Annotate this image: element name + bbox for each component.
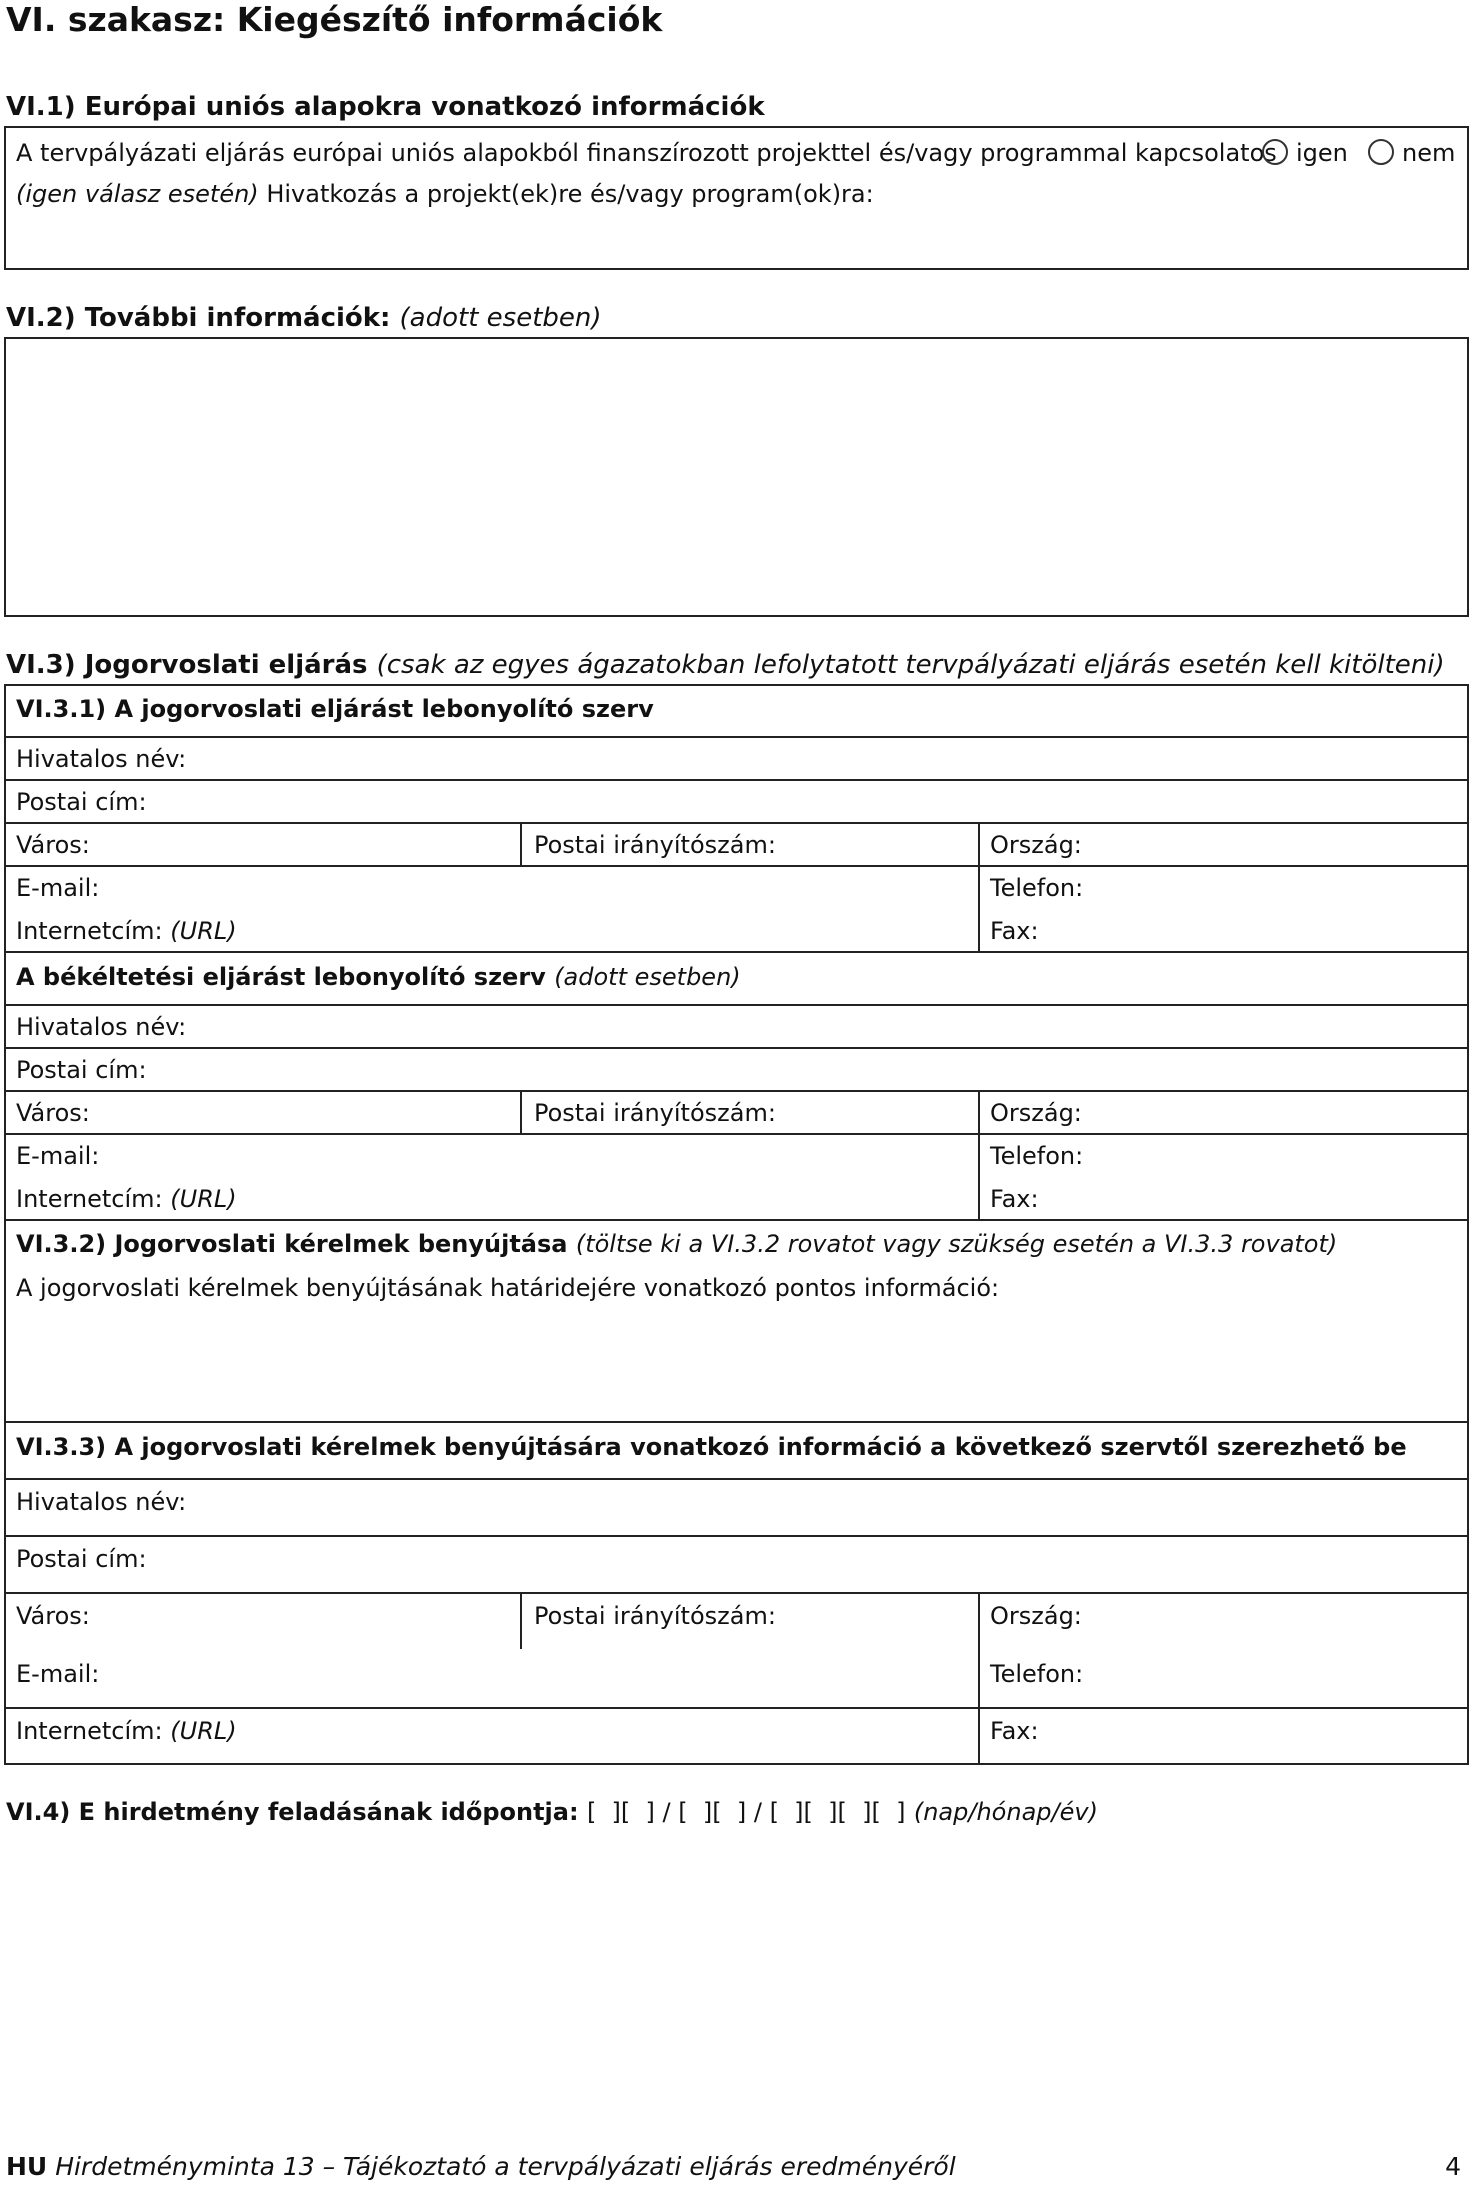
section-title: VI. szakasz: Kiegészítő információk: [6, 0, 663, 39]
row-divider: [4, 1707, 1469, 1709]
conciliation-heading-note: (adott esetben): [554, 963, 741, 991]
conc-town: Város:: [16, 1099, 90, 1127]
vi3-1-heading: VI.3.1) A jogorvoslati eljárást lebonyolító szerv: [16, 695, 654, 723]
info-official-name: Hivatalos név:: [16, 1488, 187, 1516]
review-postal-address: Postai cím:: [16, 788, 147, 816]
vi1-reference: [16, 180, 874, 208]
row-divider: [4, 1421, 1469, 1423]
info-town: Város:: [16, 1602, 90, 1630]
footer: [6, 2152, 956, 2181]
row-divider: [4, 865, 1469, 867]
col-divider: [978, 1592, 980, 1765]
review-official-name: Hivatalos név:: [16, 745, 187, 773]
footer-lang: HU: [6, 2152, 48, 2181]
review-telephone: Telefon:: [990, 874, 1084, 902]
col-divider: [978, 1090, 980, 1219]
radio-no-label: nem: [1402, 139, 1456, 167]
review-email: E-mail:: [16, 874, 100, 902]
radio-circle-icon[interactable]: [1368, 139, 1394, 165]
info-internet: [16, 1717, 237, 1745]
review-internet: [16, 917, 237, 945]
vi1-heading: VI.1) Európai uniós alapokra vonatkozó információk: [6, 92, 765, 122]
row-divider: [4, 1478, 1469, 1480]
vi3-2-heading: VI.3.2) Jogorvoslati kérelmek benyújtása: [16, 1230, 568, 1258]
vi3-heading: VI.3) Jogorvoslati eljárás: [6, 650, 368, 680]
info-url-label: (URL): [170, 1717, 237, 1745]
row-divider: [4, 1592, 1469, 1594]
info-internet-label: Internetcím:: [16, 1717, 163, 1745]
col-divider: [520, 822, 522, 865]
radio-yes-label: igen: [1296, 139, 1348, 167]
info-postal-code: Postai irányítószám:: [534, 1602, 776, 1630]
row-divider: [4, 1219, 1469, 1221]
conc-official-name: Hivatalos név:: [16, 1013, 187, 1041]
row-divider: [4, 736, 1469, 738]
vi2-heading-note: (adott esetben): [399, 303, 602, 333]
row-divider: [4, 1090, 1469, 1092]
conc-url-label: (URL): [170, 1185, 237, 1213]
vi3-heading-note: (csak az egyes ágazatokban lefolytatott tervpályázati eljárás esetén kell kitölteni): [376, 650, 1445, 680]
conc-country: Ország:: [990, 1099, 1082, 1127]
row-divider: [4, 1133, 1469, 1135]
vi3-heading-line: [6, 650, 1445, 680]
review-internet-label: Internetcím:: [16, 917, 163, 945]
review-country: Ország:: [990, 831, 1082, 859]
vi3-2-heading-line: [16, 1230, 1337, 1258]
vi3-2-heading-note: (töltse ki a VI.3.2 rovatot vagy szükség esetén a VI.3.3 rovatot): [575, 1230, 1338, 1258]
vi2-heading: VI.2) További információk:: [6, 303, 391, 333]
review-fax: Fax:: [990, 917, 1039, 945]
footer-text: Hirdetményminta 13 – Tájékoztató a tervpályázati eljárás eredményéről: [55, 2152, 956, 2181]
conc-email: E-mail:: [16, 1142, 100, 1170]
col-divider: [978, 822, 980, 951]
info-postal-address: Postai cím:: [16, 1545, 147, 1573]
row-divider: [4, 951, 1469, 953]
vi4-heading: VI.4) E hirdetmény feladásának időpontja:: [6, 1798, 579, 1826]
vi4-date-format: (nap/hónap/év): [913, 1798, 1098, 1826]
vi4-date-boxes: [ ][ ] / [ ][ ] / [ ][ ][ ][ ]: [586, 1798, 906, 1826]
row-divider: [4, 779, 1469, 781]
vi1-question: A tervpályázati eljárás európai uniós alapokból finanszírozott projekttel és/vagy programmal kapcsolatos: [16, 139, 1277, 167]
conc-internet-label: Internetcím:: [16, 1185, 163, 1213]
vi2-heading-line: [6, 303, 602, 333]
conc-fax: Fax:: [990, 1185, 1039, 1213]
conc-telephone: Telefon:: [990, 1142, 1084, 1170]
radio-no[interactable]: [1368, 139, 1455, 167]
conciliation-heading-line: [16, 963, 741, 991]
conciliation-heading: A békéltetési eljárást lebonyolító szerv: [16, 963, 546, 991]
row-divider: [4, 1047, 1469, 1049]
vi1-ref-text: Hivatkozás a projekt(ek)re és/vagy program(ok)ra:: [266, 180, 874, 208]
review-url-label: (URL): [170, 917, 237, 945]
vi2-text-area[interactable]: [4, 337, 1469, 617]
vi4-line: [6, 1798, 1098, 1826]
review-postal-code: Postai irányítószám:: [534, 831, 776, 859]
conc-internet: [16, 1185, 237, 1213]
col-divider: [520, 1090, 522, 1133]
radio-yes[interactable]: [1262, 139, 1348, 167]
info-email: E-mail:: [16, 1660, 100, 1688]
col-divider: [520, 1592, 522, 1649]
row-divider: [4, 822, 1469, 824]
review-town: Város:: [16, 831, 90, 859]
info-country: Ország:: [990, 1602, 1082, 1630]
conc-postal-code: Postai irányítószám:: [534, 1099, 776, 1127]
radio-circle-icon[interactable]: [1262, 139, 1288, 165]
conc-postal-address: Postai cím:: [16, 1056, 147, 1084]
vi3-3-heading: VI.3.3) A jogorvoslati kérelmek benyújtására vonatkozó információ a következő szervtől szerezhető be: [16, 1433, 1407, 1461]
info-telephone: Telefon:: [990, 1660, 1084, 1688]
row-divider: [4, 1535, 1469, 1537]
vi1-ref-prefix: (igen válasz esetén): [16, 180, 259, 208]
row-divider: [4, 1004, 1469, 1006]
footer-page-number: 4: [1445, 2152, 1461, 2181]
vi3-2-text: A jogorvoslati kérelmek benyújtásának határidejére vonatkozó pontos információ:: [16, 1274, 1000, 1302]
info-fax: Fax:: [990, 1717, 1039, 1745]
